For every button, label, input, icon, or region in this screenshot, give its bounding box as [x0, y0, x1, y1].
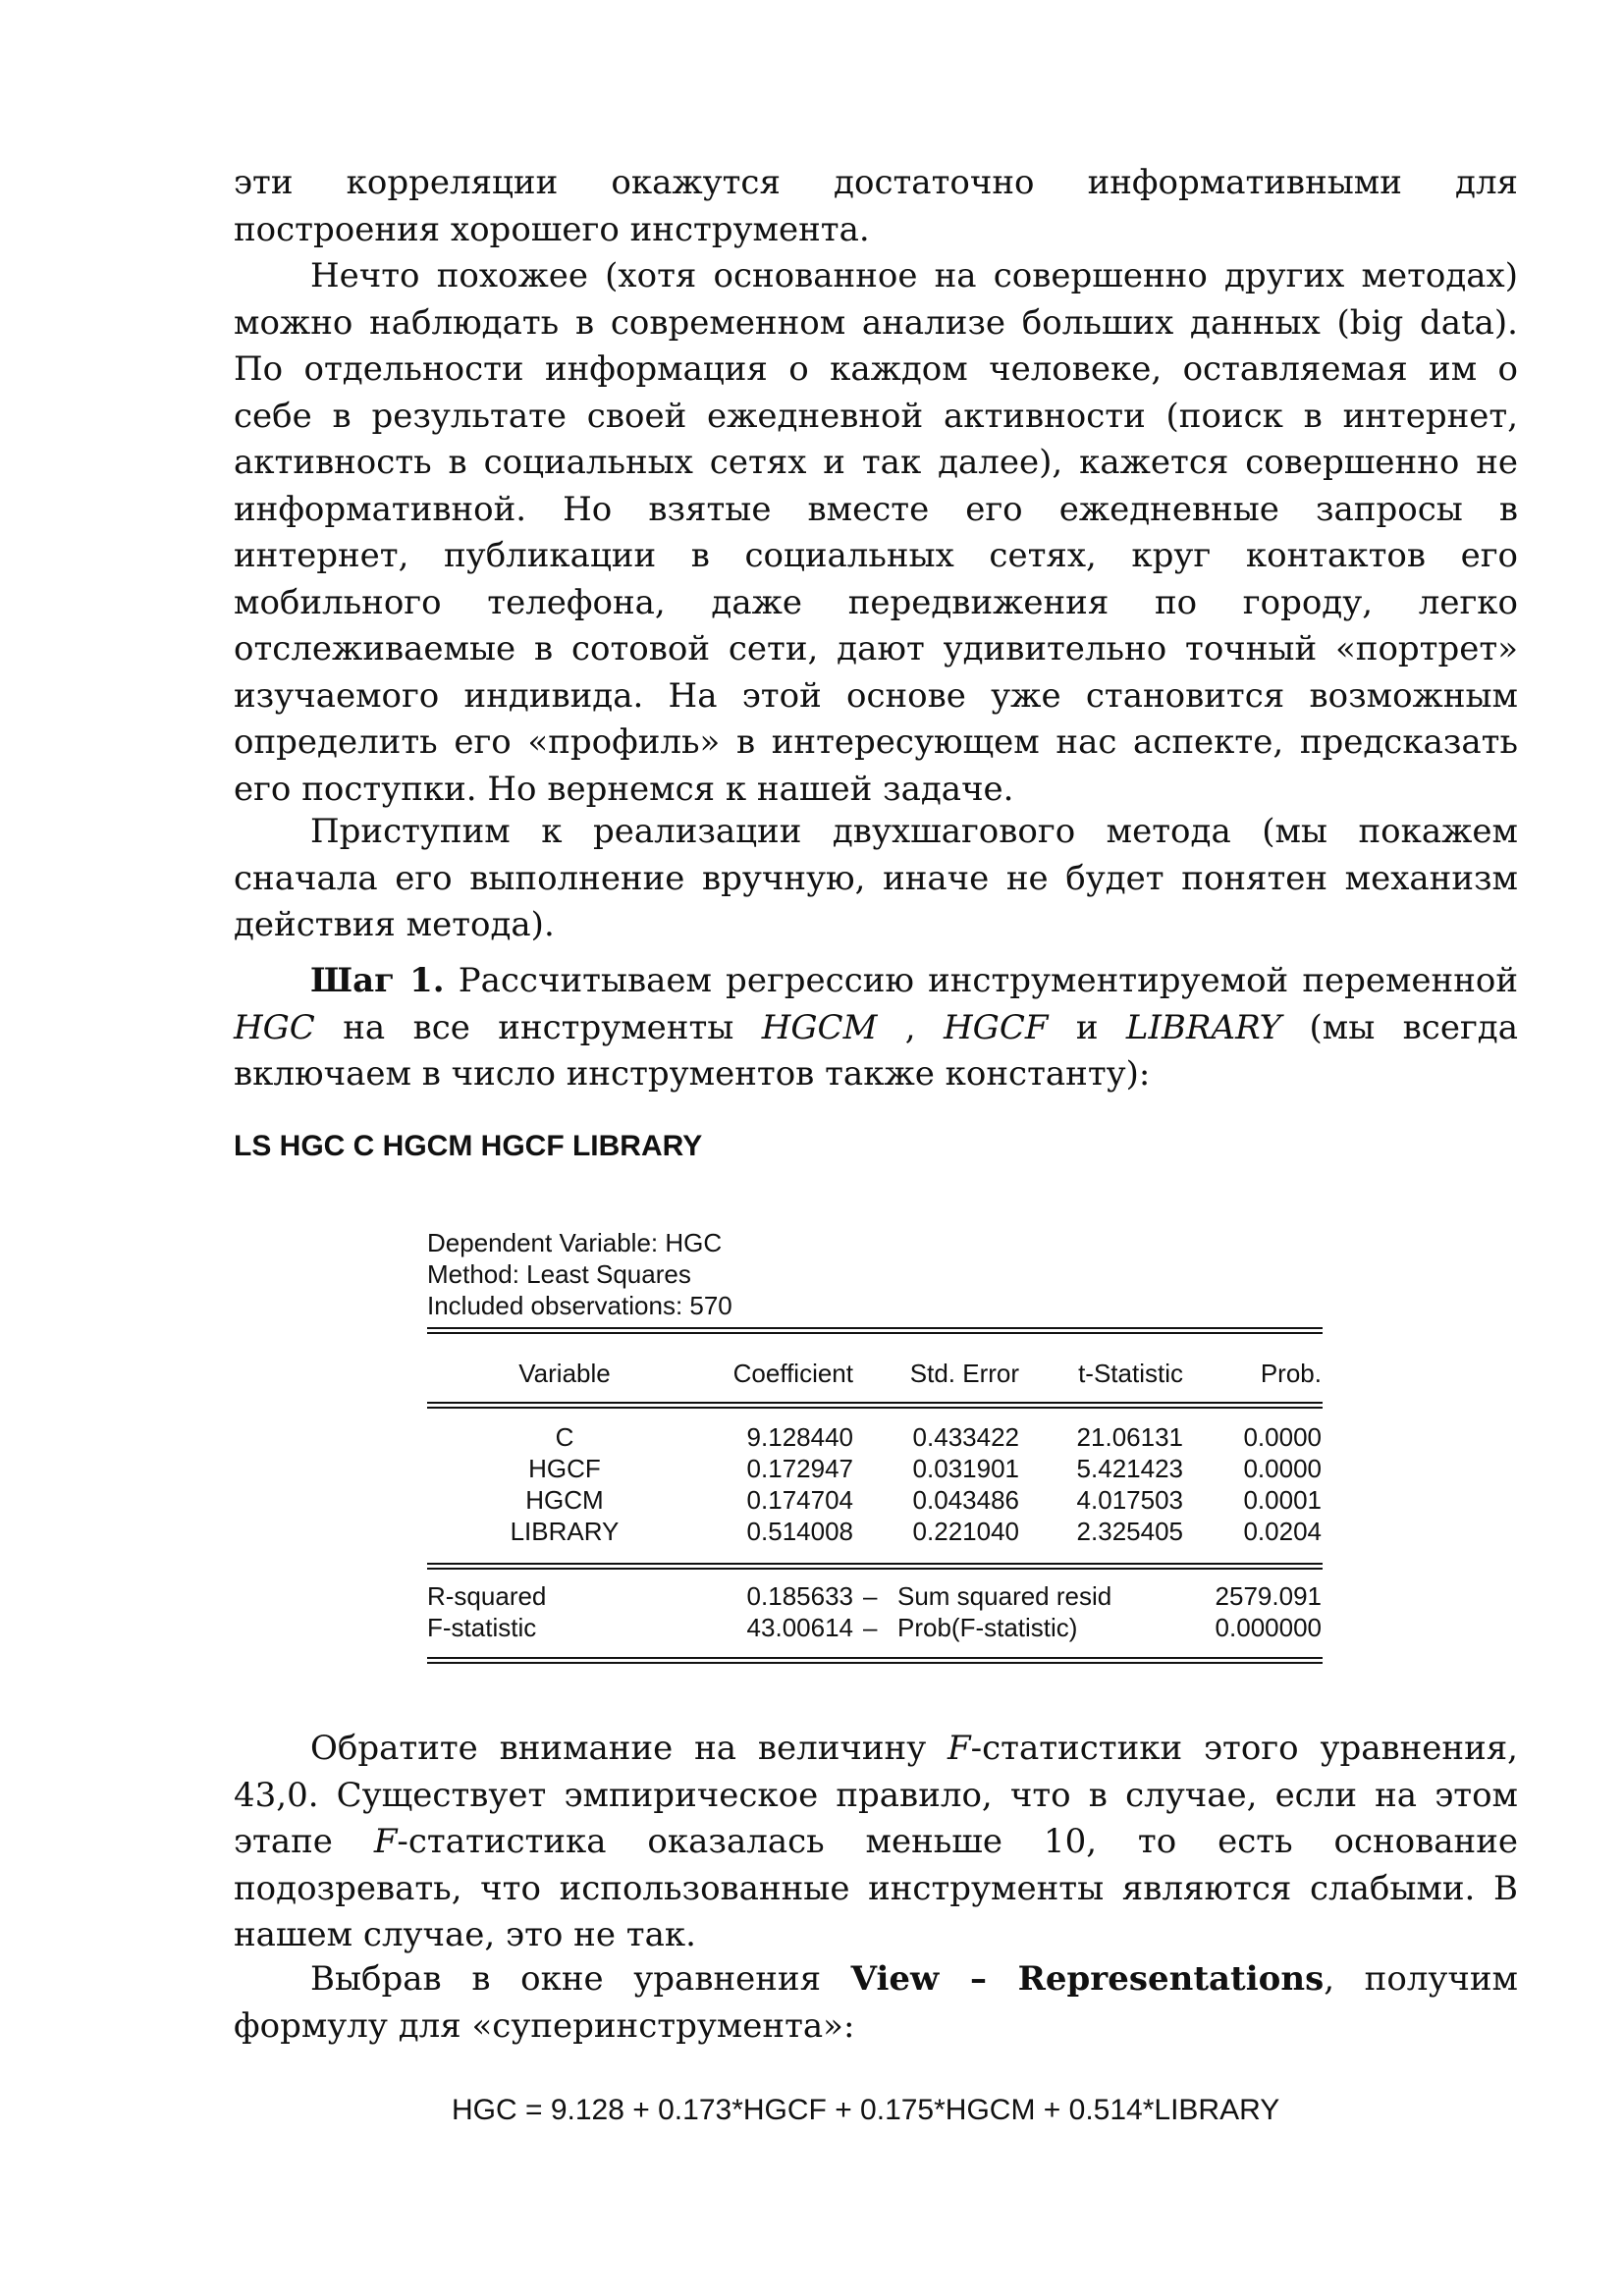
stat-label: F-statistic [427, 1613, 537, 1642]
table-cell: 4.017503 [1076, 1485, 1183, 1515]
table-cell: C [555, 1422, 574, 1452]
table-rule-top [427, 1332, 1323, 1334]
output-header [427, 1227, 732, 1321]
table-rule-bottom [427, 1657, 1323, 1659]
table-cell: 0.031901 [912, 1454, 1019, 1483]
table-cell: 0.0001 [1243, 1485, 1322, 1515]
text-run: -статистика оказалась меньше 10, то есть основание подозревать, что использованные инструменты являются слабыми. В нашем случае, это не так. [234, 1822, 1518, 1954]
step-label: Шаг 1. [310, 961, 445, 1000]
stat-value: 0.000000 [1215, 1613, 1322, 1642]
col-header-prob: Prob. [1260, 1359, 1322, 1388]
menu-path: View – Representations [850, 1959, 1325, 1999]
table-cell: 0.433422 [912, 1422, 1019, 1452]
table-rule-bottom [427, 1662, 1323, 1664]
table-rule-stats [427, 1563, 1323, 1565]
text-run: -статистики этого уравнения, 43,0. Существует эмпирическое правило, что в случае, если на этом этапе [234, 1729, 1518, 1861]
stat-label: R-squared [427, 1581, 547, 1611]
table-cell: 0.514008 [746, 1517, 853, 1546]
step-text: Рассчитываем регрессию инструментируемой переменной [444, 961, 1519, 1000]
stat-label: Prob(F-statistic) [897, 1613, 1078, 1642]
table-cell: 0.174704 [746, 1485, 853, 1515]
stat-value: 43.00614 [746, 1613, 853, 1642]
paragraph-big-data: Нечто похожее (хотя основанное на совершенно других методах) можно наблюдать в современном анализе больших данных (big data). По отдельности информация о каждом человеке, оставляемая им о себе в результате своей ежедневной активности (поиск в интернет, активность в социальных сетях и так далее), кажется совершенно не информативной. Но взятые вместе его ежедневные запросы в интернет, публикации в социальных сетях, круг контактов его мобильного телефона, даже передвижения по городу, легко отслеживаемые в сотовой сети, дают удивительно точный «портрет» изучаемого индивида. На этой основе уже становится возможным определить его «профиль» в интересующем нас аспекте, предсказать его поступки. Но вернемся к нашей задаче. [234, 256, 1518, 809]
stat-value: 0.185633 [746, 1581, 853, 1611]
text-run: , получим формулу для «суперинструмента»: [234, 1959, 1518, 2046]
col-header-coefficient: Coefficient [732, 1359, 853, 1388]
paragraph-1: эти корреляции окажутся достаточно информативными для построения хорошего инструмента. [234, 163, 1518, 249]
superinstrument-formula: HGC = 9.128 + 0.173*HGCF + 0.175*HGCM + 0.514*LIBRARY [452, 2094, 1280, 2126]
var-hgc: HGC [234, 1007, 315, 1047]
text-run: Выбрав в окне уравнения [310, 1959, 851, 1999]
stat-label: Sum squared resid [897, 1581, 1112, 1611]
table-cell: LIBRARY [510, 1517, 620, 1546]
table-cell: 2.325405 [1076, 1517, 1183, 1546]
step-text: (мы всегда включаем в число инструментов также константу): [234, 1007, 1518, 1094]
f-symbol: F [947, 1729, 971, 1768]
table-cell: 0.172947 [746, 1454, 853, 1483]
table-cell: 5.421423 [1076, 1454, 1183, 1483]
col-header-variable: Variable [518, 1359, 611, 1388]
eviews-command: LS HGC C HGCM HGCF LIBRARY [234, 1130, 703, 1162]
col-header-std-error: Std. Error [909, 1359, 1019, 1388]
dependent-variable-line: Dependent Variable: HGC [427, 1228, 723, 1257]
paragraph-step-1 [234, 958, 1518, 1098]
table-rule-header [427, 1402, 1323, 1404]
var-library: LIBRARY [1125, 1007, 1282, 1047]
step-text: и [1048, 1007, 1126, 1047]
table-cell: 0.221040 [912, 1517, 1019, 1546]
table-rule-header [427, 1407, 1323, 1409]
paragraph-view-representations [234, 1956, 1518, 2050]
table-rule-stats [427, 1568, 1323, 1570]
table-cell: HGCF [528, 1454, 601, 1483]
table-cell: 0.0204 [1243, 1517, 1322, 1546]
stat-dash: – [863, 1581, 878, 1611]
table-cell: 9.128440 [746, 1422, 853, 1452]
step-text: на все инструменты [314, 1007, 762, 1047]
var-hgcm: HGCM [761, 1007, 878, 1047]
observations-line: Included observations: 570 [427, 1291, 732, 1320]
paragraph-two-step: Приступим к реализации двухшагового метода (мы покажем сначала его выполнение вручную, иначе не будет понятен механизм действия метода). [234, 812, 1518, 944]
stat-dash: – [863, 1613, 878, 1642]
text-run: Обратите внимание на величину [310, 1729, 948, 1768]
table-cell: 0.043486 [912, 1485, 1019, 1515]
table-rule-top [427, 1327, 1323, 1329]
method-line: Method: Least Squares [427, 1259, 691, 1289]
table-cell: 21.06131 [1076, 1422, 1183, 1452]
table-cell: HGCM [525, 1485, 604, 1515]
col-header-t-statistic: t-Statistic [1078, 1359, 1183, 1388]
paragraph-f-statistic [234, 1726, 1518, 1959]
table-cell: 0.0000 [1243, 1454, 1322, 1483]
stat-value: 2579.091 [1215, 1581, 1322, 1611]
table-cell: 0.0000 [1243, 1422, 1322, 1452]
var-hgcf: HGCF [944, 1007, 1049, 1047]
step-text: , [877, 1007, 945, 1047]
f-symbol: F [373, 1822, 398, 1861]
